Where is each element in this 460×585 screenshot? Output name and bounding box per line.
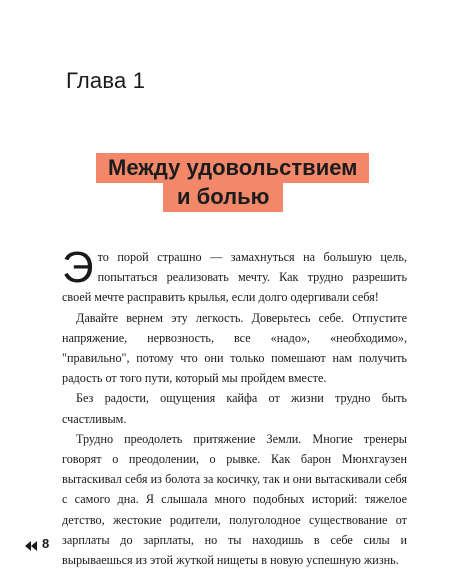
paragraph: Трудно преодолеть притяжение Земли. Многие тренеры говорят о преодолении, о рывке. Как барон Мюнхгаузен вытаскивал себя из болота за косичку, так и они вытаскивали себя с самого дна. Я слышала много подобных историй: тяжелое детство, жестокие родители, полуголодное существование от зарплаты до зарплаты, но ты находишь в себе силы и вырываешься из этой жуткой нищеты в новую успешную жизнь. <box>62 431 407 568</box>
page-footer <box>25 536 49 551</box>
drop-cap: Э <box>62 243 94 292</box>
chapter-title-line-1: Между удовольствием <box>96 153 369 183</box>
paragraph <box>62 243 407 308</box>
chapter-title-line-2: и болью <box>163 182 283 212</box>
chapter-label: Глава 1 <box>66 68 146 93</box>
paragraph: Давайте вернем эту легкость. Доверьтесь себе. Отпустите напряжение, нервозность, все «надо», «необходимо», "правильно", потому что они только помешают нам получить радость от того пути, который мы пройдем вместе. <box>62 310 407 386</box>
paragraph-text: то порой страшно — замахнуться на большую цель, попытаться реализовать мечту. Как трудно разрешить своей мечте расправить крылья, если долго одергивали себя! <box>62 250 407 305</box>
page-number: 8 <box>42 536 50 551</box>
body-text <box>62 243 407 570</box>
double-chevron-left-icon <box>25 539 37 549</box>
paragraph: Без радости, ощущения кайфа от жизни трудно быть счастливым. <box>62 391 407 426</box>
